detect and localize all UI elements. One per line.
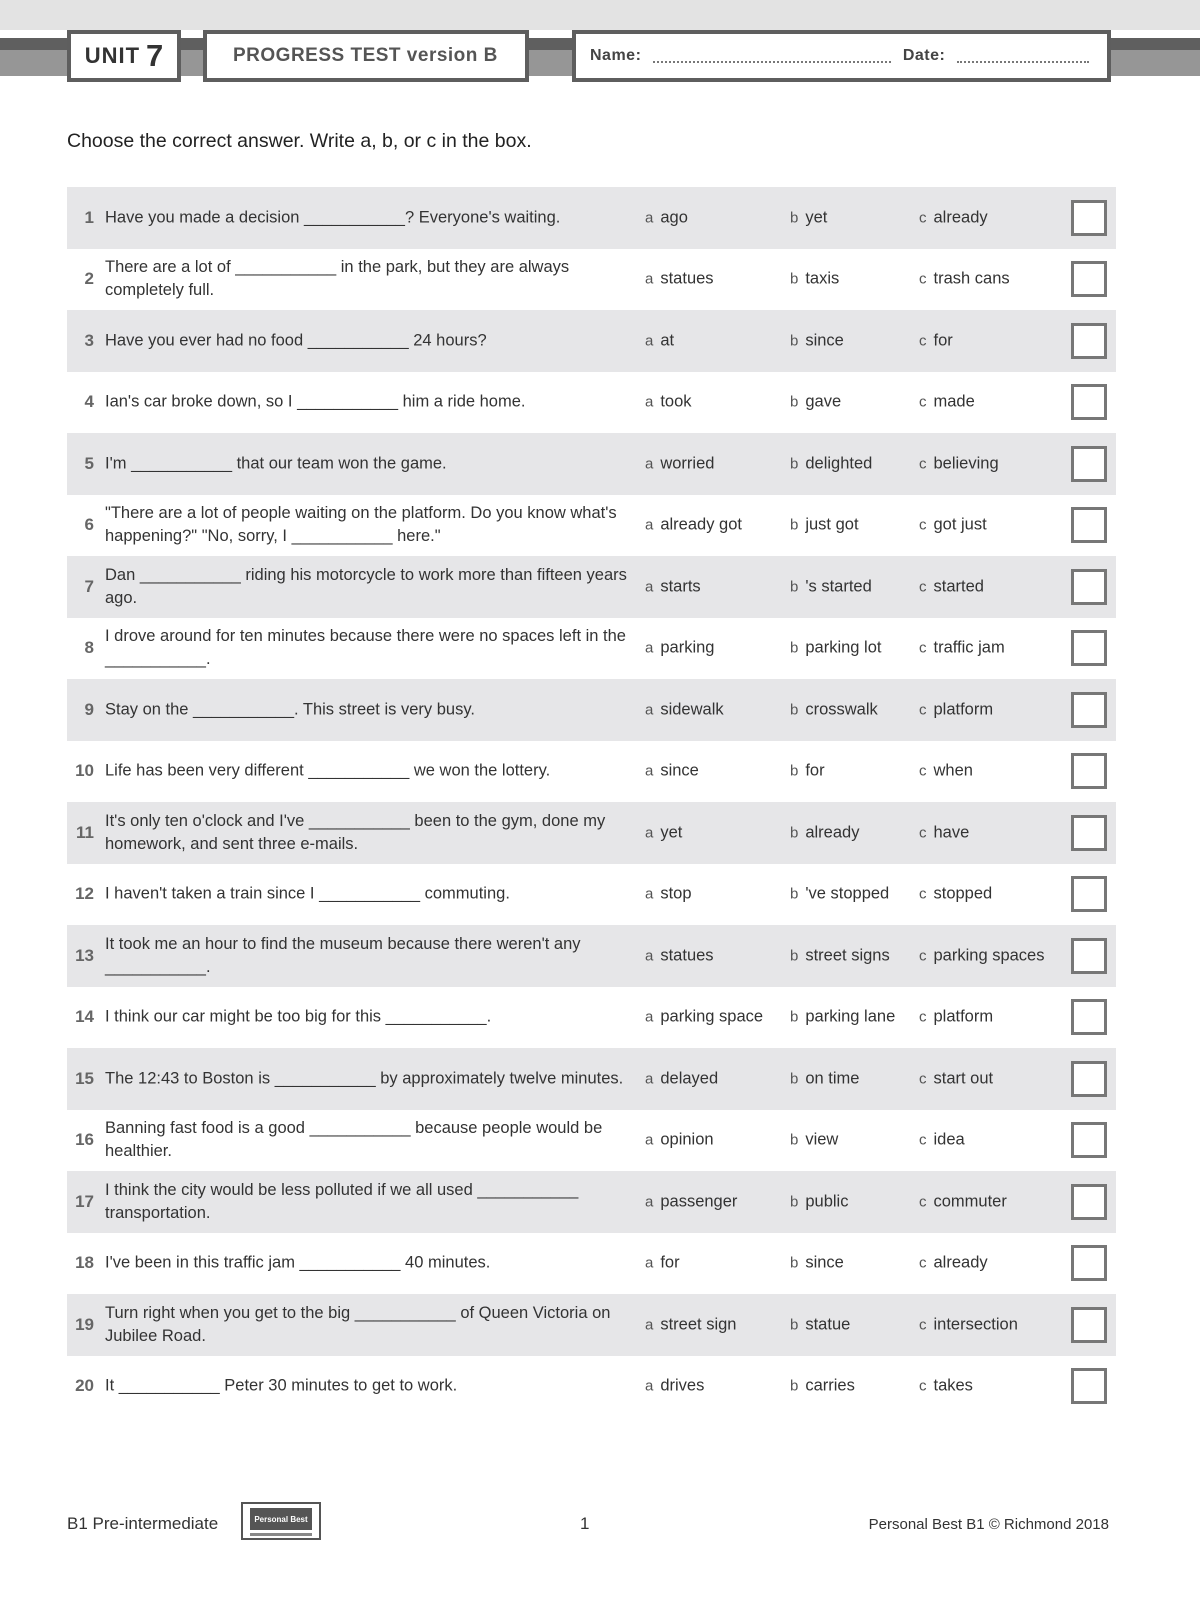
question-row xyxy=(67,679,1116,741)
option-text: takes xyxy=(933,1376,973,1395)
question-number: 3 xyxy=(84,330,94,350)
option-text: carries xyxy=(805,1376,855,1395)
option-letter: c xyxy=(919,209,927,227)
header-top-band xyxy=(0,0,1200,30)
option-text: already xyxy=(933,1253,988,1272)
option-text: statues xyxy=(660,269,714,288)
option-text: yet xyxy=(805,208,828,227)
question-row xyxy=(67,864,1116,926)
option-letter: a xyxy=(645,701,654,719)
option-c xyxy=(919,762,973,781)
name-label: Name: xyxy=(590,47,642,64)
answer-box[interactable] xyxy=(1071,1307,1107,1343)
unit-box xyxy=(67,30,181,82)
option-letter: b xyxy=(790,1193,799,1211)
option-c xyxy=(919,700,993,719)
question-row xyxy=(67,310,1116,372)
question-row xyxy=(67,1233,1116,1295)
answer-box[interactable] xyxy=(1071,815,1107,851)
answer-box[interactable] xyxy=(1071,569,1107,605)
option-letter: b xyxy=(790,578,799,596)
question-number: 11 xyxy=(76,822,94,842)
option-a xyxy=(645,454,714,473)
question-row xyxy=(67,1048,1116,1110)
personal-best-logo xyxy=(241,1502,321,1540)
answer-box[interactable] xyxy=(1071,999,1107,1035)
question-number: 15 xyxy=(75,1068,94,1088)
option-text: starts xyxy=(660,577,701,596)
option-text: parking lane xyxy=(805,1007,896,1026)
answer-box[interactable] xyxy=(1071,753,1107,789)
question-number: 7 xyxy=(84,576,94,596)
question-number: 5 xyxy=(84,453,94,473)
option-text: traffic jam xyxy=(933,638,1005,657)
option-c xyxy=(919,270,1010,289)
option-text: got just xyxy=(933,515,987,534)
option-a xyxy=(645,762,699,781)
footer-level: B1 Pre-intermediate xyxy=(67,1514,219,1533)
option-c xyxy=(919,823,969,842)
option-text: platform xyxy=(933,1007,994,1026)
option-c xyxy=(919,208,988,227)
option-letter: b xyxy=(790,824,799,842)
option-b xyxy=(790,1131,838,1150)
option-b xyxy=(790,946,890,965)
option-letter: c xyxy=(919,1377,927,1395)
option-letter: a xyxy=(645,455,654,473)
option-b xyxy=(790,1192,848,1211)
option-c xyxy=(919,454,999,473)
option-text: drives xyxy=(660,1376,705,1395)
option-letter: b xyxy=(790,1070,799,1088)
option-b xyxy=(790,270,839,289)
option-letter: c xyxy=(919,639,927,657)
question-text: I think our car might be too big for this ___________. xyxy=(105,1007,492,1026)
option-text: worried xyxy=(660,454,715,473)
option-text: parking lot xyxy=(805,638,882,657)
question-text: I've been in this traffic jam ___________ 40 minutes. xyxy=(105,1253,491,1272)
option-text: opinion xyxy=(660,1130,714,1149)
answer-box[interactable] xyxy=(1071,1368,1107,1404)
option-letter: c xyxy=(919,1131,927,1149)
option-letter: c xyxy=(919,824,927,842)
name-date-box xyxy=(572,30,1111,82)
question-text: Life has been very different ___________ we won the lottery. xyxy=(105,761,551,780)
option-a xyxy=(645,639,714,658)
question-number: 17 xyxy=(75,1191,94,1211)
option-letter: c xyxy=(919,1008,927,1026)
option-b xyxy=(790,577,872,596)
question-text: Dan ___________ riding his motorcycle to work more than fifteen years ago. xyxy=(105,565,627,607)
answer-box[interactable] xyxy=(1071,938,1107,974)
option-letter: a xyxy=(645,209,654,227)
question-text: There are a lot of ___________ in the park, but they are always completely full. xyxy=(105,258,570,300)
option-c xyxy=(919,393,975,412)
option-c xyxy=(919,331,953,350)
option-letter: c xyxy=(919,1254,927,1272)
option-letter: b xyxy=(790,885,799,903)
option-a xyxy=(645,1192,737,1211)
question-text: I'm ___________ that our team won the game. xyxy=(105,454,447,473)
answer-box[interactable] xyxy=(1071,692,1107,728)
option-letter: b xyxy=(790,639,799,657)
question-text: "There are a lot of people waiting on the platform. Do you know what's happening?" "No, sorry, I ___________ here." xyxy=(105,504,617,546)
option-letter: a xyxy=(645,578,654,596)
option-letter: b xyxy=(790,1131,799,1149)
question-row xyxy=(67,1110,1116,1172)
question-text: Ian's car broke down, so I ___________ him a ride home. xyxy=(105,392,526,411)
option-letter: b xyxy=(790,1008,799,1026)
option-a xyxy=(645,823,682,842)
option-text: statues xyxy=(660,946,714,965)
option-a xyxy=(645,1315,736,1334)
option-letter: c xyxy=(919,455,927,473)
question-row xyxy=(67,187,1116,249)
option-text: have xyxy=(933,823,970,842)
option-letter: b xyxy=(790,1377,799,1395)
option-a xyxy=(645,1254,680,1273)
option-a xyxy=(645,208,688,227)
option-text: since xyxy=(805,1253,844,1272)
option-text: for xyxy=(805,761,825,780)
option-b xyxy=(790,393,841,412)
question-text: I drove around for ten minutes because there were no spaces left in the ___________. xyxy=(105,627,626,669)
option-letter: c xyxy=(919,701,927,719)
answer-box[interactable] xyxy=(1071,1184,1107,1220)
option-letter: c xyxy=(919,947,927,965)
question-text: Have you made a decision ___________? Everyone's waiting. xyxy=(105,208,561,227)
instruction: Choose the correct answer. Write a, b, or c in the box. xyxy=(67,130,532,152)
option-text: since xyxy=(805,331,844,350)
option-letter: b xyxy=(790,1316,799,1334)
logo-stripe xyxy=(250,1533,312,1536)
option-b xyxy=(790,331,844,350)
option-c xyxy=(919,639,1005,658)
option-text: started xyxy=(933,577,984,596)
option-c xyxy=(919,885,992,904)
option-a xyxy=(645,516,742,535)
question-number: 18 xyxy=(75,1253,94,1273)
option-text: already xyxy=(805,823,860,842)
option-a xyxy=(645,946,714,965)
option-letter: c xyxy=(919,885,927,903)
option-text: stopped xyxy=(933,884,993,903)
answer-box[interactable] xyxy=(1071,384,1107,420)
option-text: commuter xyxy=(933,1192,1007,1211)
option-letter: a xyxy=(645,1254,654,1272)
option-c xyxy=(919,1069,993,1088)
option-text: sidewalk xyxy=(660,700,724,719)
question-number: 13 xyxy=(75,945,94,965)
option-letter: a xyxy=(645,639,654,657)
unit-number: 7 xyxy=(146,38,164,73)
question-text: Stay on the ___________. This street is very busy. xyxy=(105,700,475,719)
option-b xyxy=(790,1069,859,1088)
option-b xyxy=(790,208,827,227)
unit-label: UNIT xyxy=(84,43,141,68)
option-text: taxis xyxy=(805,269,840,288)
test-title-box xyxy=(203,30,529,82)
question-text: I haven't taken a train since I ___________ commuting. xyxy=(105,884,510,903)
option-letter: c xyxy=(919,516,927,534)
option-letter: c xyxy=(919,578,927,596)
question-row xyxy=(67,802,1116,864)
option-c xyxy=(919,1254,988,1273)
option-letter: c xyxy=(919,762,927,780)
option-letter: c xyxy=(919,270,927,288)
question-row xyxy=(67,433,1116,495)
option-c xyxy=(919,1377,973,1396)
option-text: parking spaces xyxy=(933,946,1045,965)
question-row xyxy=(67,1356,1116,1418)
option-b xyxy=(790,454,872,473)
option-a xyxy=(645,885,692,904)
question-text: The 12:43 to Boston is ___________ by approximately twelve minutes. xyxy=(105,1069,624,1088)
option-b xyxy=(790,516,859,535)
question-number: 20 xyxy=(75,1376,94,1396)
answer-box[interactable] xyxy=(1071,1061,1107,1097)
option-text: when xyxy=(933,761,973,780)
option-a xyxy=(645,1131,714,1150)
option-text: stop xyxy=(660,884,692,903)
option-letter: a xyxy=(645,885,654,903)
option-c xyxy=(919,516,987,535)
option-letter: a xyxy=(645,1193,654,1211)
question-list xyxy=(67,187,1116,1417)
option-a xyxy=(645,1008,763,1027)
option-c xyxy=(919,1192,1007,1211)
option-text: 've stopped xyxy=(805,884,890,903)
question-text: It ___________ Peter 30 minutes to get to work. xyxy=(105,1376,458,1395)
option-c xyxy=(919,577,984,596)
option-text: idea xyxy=(933,1130,965,1149)
copyright: Personal Best B1 © Richmond 2018 xyxy=(868,1516,1109,1533)
option-letter: a xyxy=(645,824,654,842)
question-row xyxy=(67,372,1116,434)
question-row xyxy=(67,249,1116,311)
question-row xyxy=(67,556,1116,618)
option-a xyxy=(645,700,724,719)
option-text: believing xyxy=(933,454,999,473)
option-letter: c xyxy=(919,1193,927,1211)
option-letter: a xyxy=(645,1131,654,1149)
option-letter: a xyxy=(645,393,654,411)
option-a xyxy=(645,1069,718,1088)
option-text: parking xyxy=(660,638,715,657)
date-field[interactable] xyxy=(957,49,1089,63)
option-text: ago xyxy=(660,208,688,227)
option-text: already xyxy=(933,208,988,227)
option-a xyxy=(645,1377,704,1396)
question-text: It's only ten o'clock and I've ___________ been to the gym, done my homework, and sent three e-mails. xyxy=(105,811,606,853)
option-a xyxy=(645,393,692,412)
option-c xyxy=(919,1315,1018,1334)
option-b xyxy=(790,762,825,781)
option-letter: c xyxy=(919,1070,927,1088)
option-text: intersection xyxy=(933,1315,1018,1334)
page-number: 1 xyxy=(580,1514,590,1533)
question-number: 19 xyxy=(75,1314,94,1334)
answer-box[interactable] xyxy=(1071,446,1107,482)
option-text: delayed xyxy=(660,1069,719,1088)
option-b xyxy=(790,885,889,904)
option-c xyxy=(919,946,1044,965)
option-letter: a xyxy=(645,947,654,965)
option-text: since xyxy=(660,761,699,780)
option-letter: a xyxy=(645,1377,654,1395)
option-text: public xyxy=(805,1192,849,1211)
option-a xyxy=(645,577,701,596)
option-letter: b xyxy=(790,762,799,780)
option-letter: a xyxy=(645,1008,654,1026)
question-text: Have you ever had no food ___________ 24 hours? xyxy=(105,331,487,350)
question-text: I think the city would be less polluted if we all used ___________ transportation. xyxy=(105,1180,579,1222)
question-number: 4 xyxy=(84,392,94,412)
option-text: parking space xyxy=(660,1007,764,1026)
option-text: street signs xyxy=(805,946,890,965)
option-text: street sign xyxy=(660,1315,737,1334)
option-letter: a xyxy=(645,332,654,350)
option-b xyxy=(790,1377,855,1396)
question-row xyxy=(67,987,1116,1049)
option-letter: b xyxy=(790,1254,799,1272)
answer-box[interactable] xyxy=(1071,1122,1107,1158)
question-number: 8 xyxy=(84,638,94,658)
question-number: 1 xyxy=(84,207,94,227)
option-text: made xyxy=(933,392,975,411)
option-letter: c xyxy=(919,1316,927,1334)
test-title: PROGRESS TEST version B xyxy=(233,45,498,66)
option-letter: c xyxy=(919,393,927,411)
question-number: 9 xyxy=(84,699,94,719)
option-a xyxy=(645,331,674,350)
option-text: just got xyxy=(805,515,859,534)
option-text: view xyxy=(805,1130,839,1149)
option-text: already got xyxy=(660,515,742,534)
option-text: trash cans xyxy=(933,269,1010,288)
question-row xyxy=(67,925,1116,987)
option-text: platform xyxy=(933,700,994,719)
option-b xyxy=(790,1315,850,1334)
option-letter: b xyxy=(790,947,799,965)
question-number: 6 xyxy=(84,515,94,535)
option-letter: c xyxy=(919,332,927,350)
question-number: 12 xyxy=(75,884,94,904)
option-letter: b xyxy=(790,332,799,350)
option-text: yet xyxy=(660,823,683,842)
option-text: on time xyxy=(805,1069,860,1088)
question-text: Turn right when you get to the big ___________ of Queen Victoria on Jubilee Road. xyxy=(105,1303,611,1345)
option-text: gave xyxy=(805,392,842,411)
option-letter: b xyxy=(790,393,799,411)
question-row xyxy=(67,495,1116,557)
option-b xyxy=(790,1008,895,1027)
option-letter: a xyxy=(645,516,654,534)
option-text: start out xyxy=(933,1069,994,1088)
option-b xyxy=(790,700,878,719)
date-label: Date: xyxy=(902,47,946,64)
option-letter: b xyxy=(790,701,799,719)
question-row xyxy=(67,741,1116,803)
question-row xyxy=(67,1171,1116,1233)
option-text: delighted xyxy=(805,454,873,473)
question-row xyxy=(67,618,1116,680)
logo-text: Personal Best xyxy=(250,1508,312,1530)
question-number: 16 xyxy=(75,1130,94,1150)
option-letter: a xyxy=(645,1316,654,1334)
option-c xyxy=(919,1008,993,1027)
question-number: 10 xyxy=(75,761,94,781)
option-letter: b xyxy=(790,270,799,288)
option-text: 's started xyxy=(805,577,872,596)
question-number: 14 xyxy=(75,1007,94,1027)
option-letter: a xyxy=(645,1070,654,1088)
option-b xyxy=(790,639,881,658)
question-text: Banning fast food is a good ___________ because people would be healthier. xyxy=(105,1119,603,1161)
answer-box[interactable] xyxy=(1071,876,1107,912)
option-letter: b xyxy=(790,209,799,227)
option-a xyxy=(645,270,714,289)
answer-box[interactable] xyxy=(1071,1245,1107,1281)
option-text: took xyxy=(660,392,692,411)
option-text: crosswalk xyxy=(805,700,878,719)
answer-box[interactable] xyxy=(1071,323,1107,359)
option-text: for xyxy=(933,331,953,350)
option-b xyxy=(790,823,859,842)
question-number: 2 xyxy=(84,269,94,289)
answer-box[interactable] xyxy=(1071,261,1107,297)
option-letter: b xyxy=(790,516,799,534)
option-text: at xyxy=(660,331,675,350)
name-field[interactable] xyxy=(653,49,890,63)
option-letter: a xyxy=(645,270,654,288)
question-text: It took me an hour to find the museum because there weren't any ___________. xyxy=(105,934,581,976)
option-text: for xyxy=(660,1253,680,1272)
answer-box[interactable] xyxy=(1071,630,1107,666)
option-text: statue xyxy=(805,1315,851,1334)
answer-box[interactable] xyxy=(1071,507,1107,543)
option-b xyxy=(790,1254,844,1273)
option-letter: a xyxy=(645,762,654,780)
answer-box[interactable] xyxy=(1071,200,1107,236)
option-c xyxy=(919,1131,965,1150)
question-row xyxy=(67,1294,1116,1356)
option-text: passenger xyxy=(660,1192,738,1211)
option-letter: b xyxy=(790,455,799,473)
